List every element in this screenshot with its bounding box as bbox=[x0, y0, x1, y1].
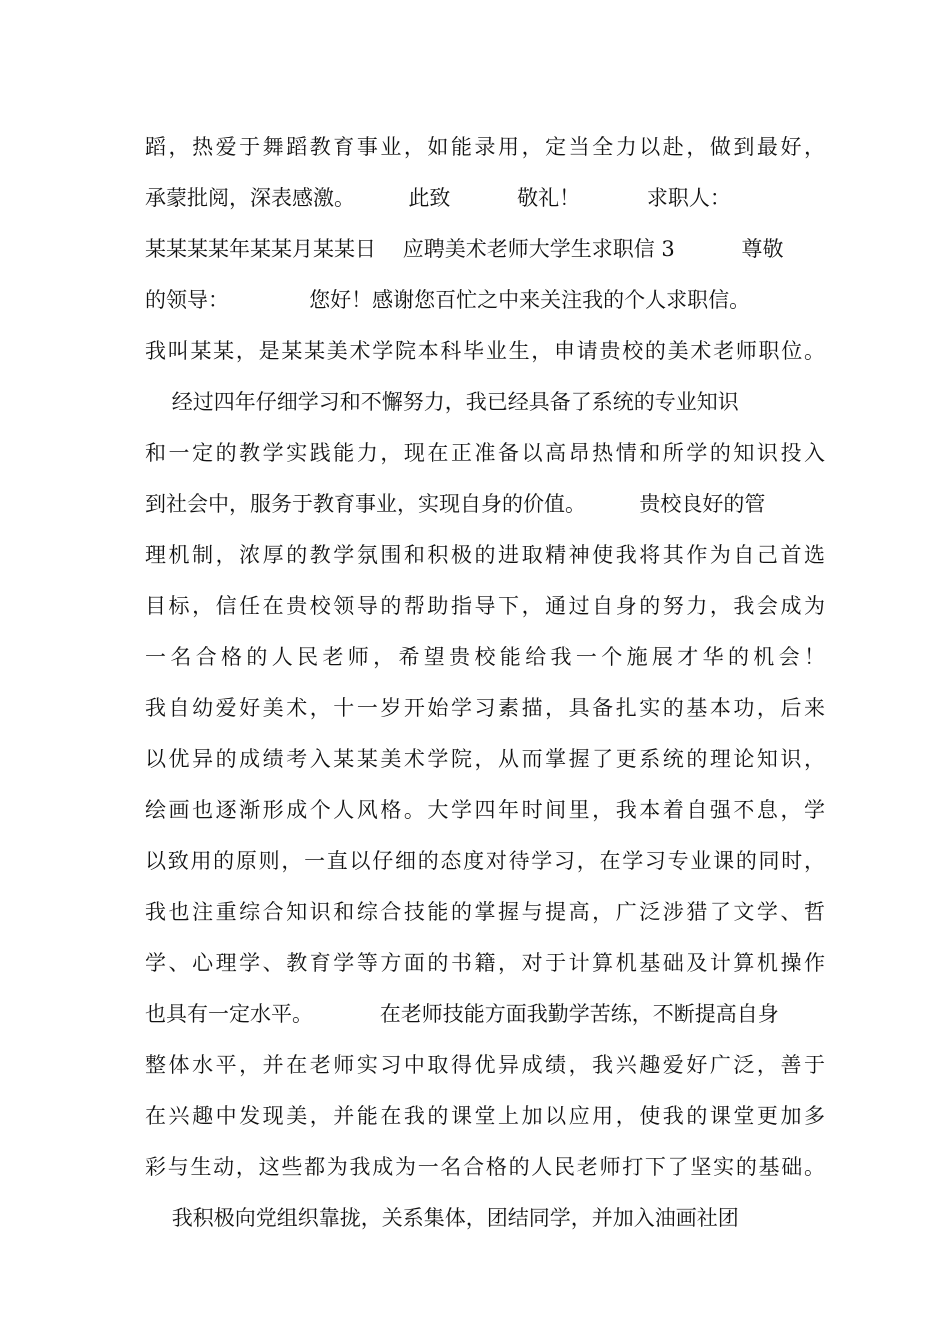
text-line: 绘画也逐渐形成个人风格。大学四年时间里，我本着自强不息，学 bbox=[145, 798, 825, 822]
text-line: 和一定的教学实践能力，现在正准备以高昂热情和所学的知识投入 bbox=[145, 441, 825, 465]
text-line: 的领导： 您好！感谢您百忙之中来关注我的个人求职信。 bbox=[145, 288, 751, 312]
text-line: 学、心理学、教育学等方面的书籍，对于计算机基础及计算机操作 bbox=[145, 951, 825, 975]
text-line: 经过四年仔细学习和不懈努力，我已经具备了系统的专业知识 bbox=[145, 390, 739, 414]
text-line: 以致用的原则，一直以仔细的态度对待学习，在学习专业课的同时， bbox=[145, 849, 825, 873]
text-line: 在兴趣中发现美，并能在我的课堂上加以应用，使我的课堂更加多 bbox=[145, 1104, 825, 1128]
text-line: 一名合格的人民老师，希望贵校能给我一个施展才华的机会！ bbox=[145, 645, 825, 669]
text-line: 到社会中，服务于教育事业，实现自身的价值。 贵校良好的管 bbox=[145, 492, 766, 516]
text-line: 也具有一定水平。 在老师技能方面我勤学苦练，不断提高自身 bbox=[145, 1002, 779, 1026]
text-line: 蹈，热爱于舞蹈教育事业，如能录用，定当全力以赴，做到最好， bbox=[145, 135, 825, 159]
text-line: 以优异的成绩考入某某美术学院，从而掌握了更系统的理论知识， bbox=[145, 747, 825, 771]
text-line: 我叫某某，是某某美术学院本科毕业生，申请贵校的美术老师职位。 bbox=[145, 339, 825, 363]
letter-body bbox=[145, 127, 825, 1249]
text-line: 我也注重综合知识和综合技能的掌握与提高，广泛涉猎了文学、哲 bbox=[145, 900, 825, 924]
text-line: 整体水平，并在老师实习中取得优异成绩，我兴趣爱好广泛，善于 bbox=[145, 1053, 825, 1077]
text-line: 我自幼爱好美术，十一岁开始学习素描，具备扎实的基本功，后来 bbox=[145, 696, 825, 720]
text-line: 承蒙批阅，深表感激。 此致 敬礼！ 求职人： bbox=[145, 186, 731, 210]
text-line: 目标，信任在贵校领导的帮助指导下，通过自身的努力，我会成为 bbox=[145, 594, 825, 618]
text-line: 彩与生动，这些都为我成为一名合格的人民老师打下了坚实的基础。 bbox=[145, 1155, 825, 1179]
text-line: 某某某某年某某月某某日 应聘美术老师大学生求职信 3 尊敬 bbox=[145, 237, 784, 261]
text-line: 理机制，浓厚的教学氛围和积极的进取精神使我将其作为自己首选 bbox=[145, 543, 825, 567]
text-line: 我积极向党组织靠拢，关系集体，团结同学，并加入油画社团 bbox=[145, 1206, 739, 1230]
